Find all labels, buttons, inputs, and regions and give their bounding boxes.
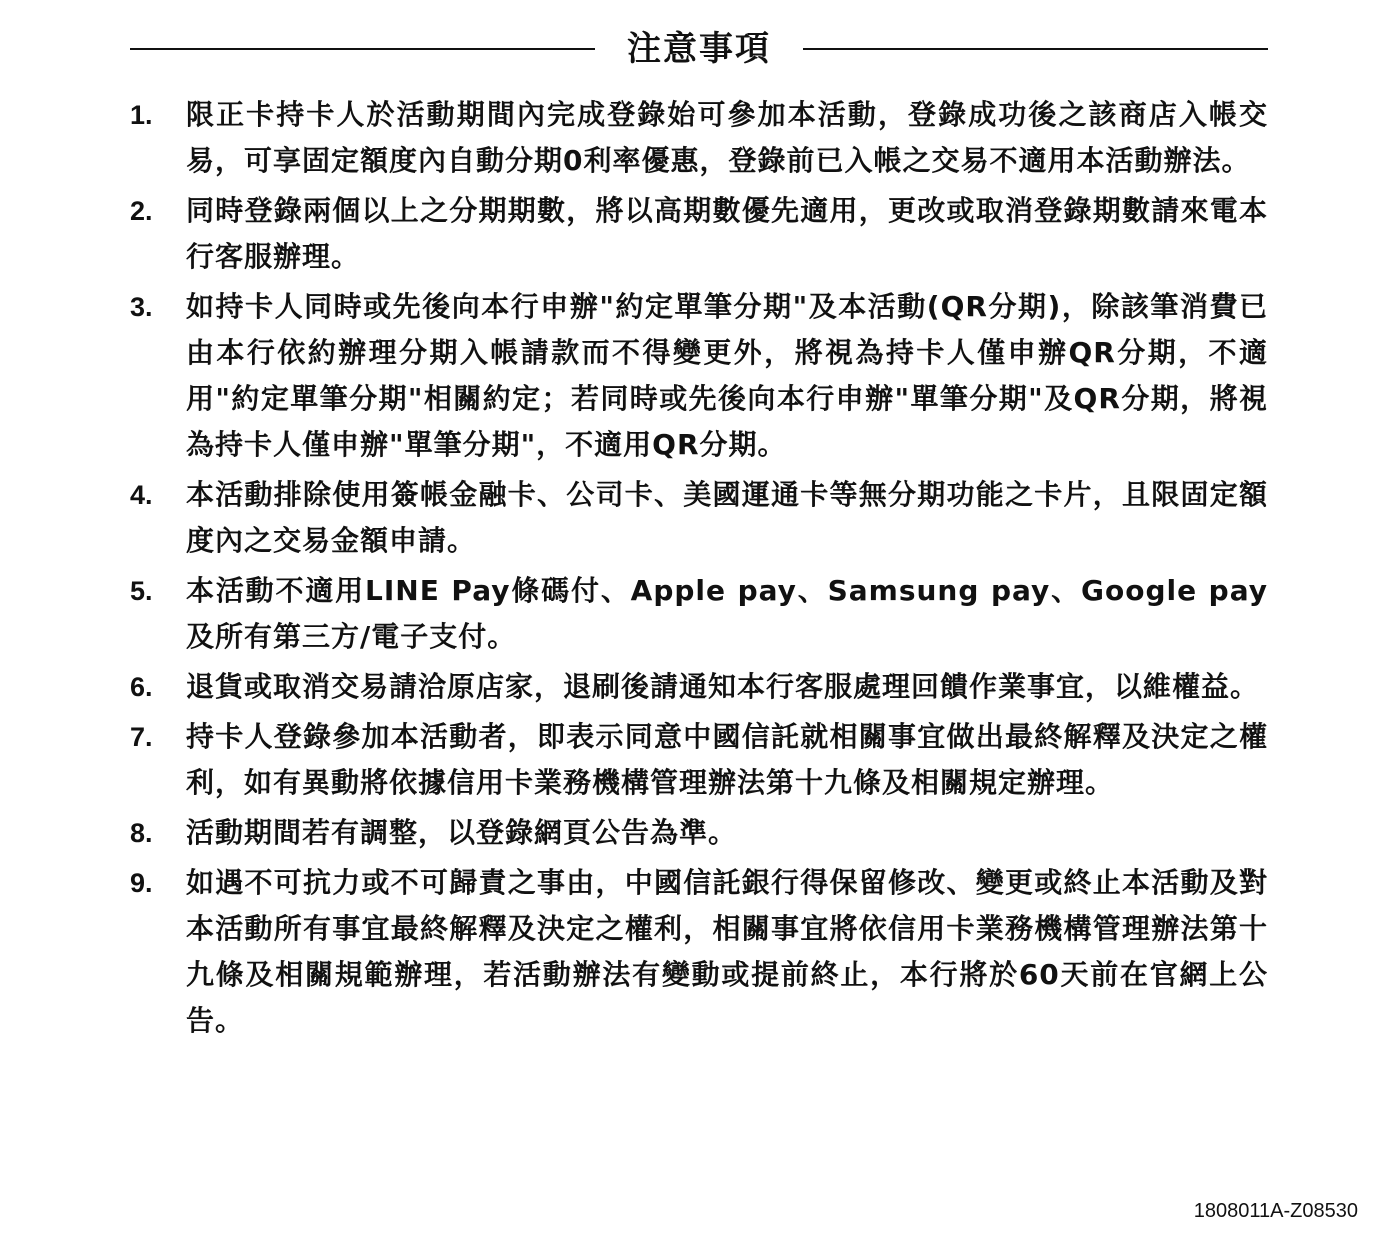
note-item xyxy=(130,472,1268,564)
note-number: 8. xyxy=(130,818,153,848)
note-text: 如持卡人同時或先後向本行申辦"約定單筆分期"及本活動(QR分期)，除該筆消費已由本行依約辦理分期入帳請款而不得變更外，將視為持卡人僅申辦QR分期，不適用"約定單筆分期"相關約定；若同時或先後向本行申辦"單筆分期"及QR分期，將視為持卡人僅申辦"單筆分期"，不適用QR分期。 xyxy=(186,290,1268,461)
page-header xyxy=(130,22,1268,76)
note-number: 4. xyxy=(130,480,153,510)
header-rule-left xyxy=(130,48,595,50)
note-number: 9. xyxy=(130,868,153,898)
note-item xyxy=(130,860,1268,1044)
note-text: 活動期間若有調整，以登錄網頁公告為準。 xyxy=(186,816,738,849)
note-item xyxy=(130,664,1268,710)
note-item xyxy=(130,568,1268,660)
header-rule-right xyxy=(803,48,1268,50)
note-text: 如遇不可抗力或不可歸責之事由，中國信託銀行得保留修改、變更或終止本活動及對本活動所有事宜最終解釋及決定之權利，相關事宜將依信用卡業務機構管理辦法第十九條及相關規範辦理，若活動辦法有變動或提前終止，本行將於60天前在官網上公告。 xyxy=(186,866,1268,1037)
note-number: 5. xyxy=(130,576,153,606)
note-text: 退貨或取消交易請洽原店家，退刷後請通知本行客服處理回饋作業事宜，以維權益。 xyxy=(186,670,1260,703)
note-item xyxy=(130,284,1268,468)
note-number: 7. xyxy=(130,722,153,752)
note-text: 持卡人登錄參加本活動者，即表示同意中國信託就相關事宜做出最終解釋及決定之權利，如有異動將依據信用卡業務機構管理辦法第十九條及相關規定辦理。 xyxy=(186,720,1268,799)
note-number: 1. xyxy=(130,100,153,130)
notes-list xyxy=(130,92,1268,1048)
note-item xyxy=(130,92,1268,184)
note-item xyxy=(130,188,1268,280)
note-item xyxy=(130,810,1268,856)
note-text: 本活動排除使用簽帳金融卡、公司卡、美國運通卡等無分期功能之卡片，且限固定額度內之交易金額申請。 xyxy=(186,478,1268,557)
page-title: 注意事項 xyxy=(627,29,771,69)
document-code: 1808011A-Z08530 xyxy=(1193,1200,1358,1222)
note-item xyxy=(130,714,1268,806)
note-text: 本活動不適用LINE Pay條碼付、Apple pay、Samsung pay、Google pay及所有第三方/電子支付。 xyxy=(186,574,1268,653)
note-number: 6. xyxy=(130,672,153,702)
note-text: 限正卡持卡人於活動期間內完成登錄始可參加本活動，登錄成功後之該商店入帳交易，可享固定額度內自動分期0利率優惠，登錄前已入帳之交易不適用本活動辦法。 xyxy=(186,98,1268,177)
note-text: 同時登錄兩個以上之分期期數，將以高期數優先適用，更改或取消登錄期數請來電本行客服辦理。 xyxy=(186,194,1268,273)
note-number: 3. xyxy=(130,292,153,322)
note-number: 2. xyxy=(130,196,153,226)
